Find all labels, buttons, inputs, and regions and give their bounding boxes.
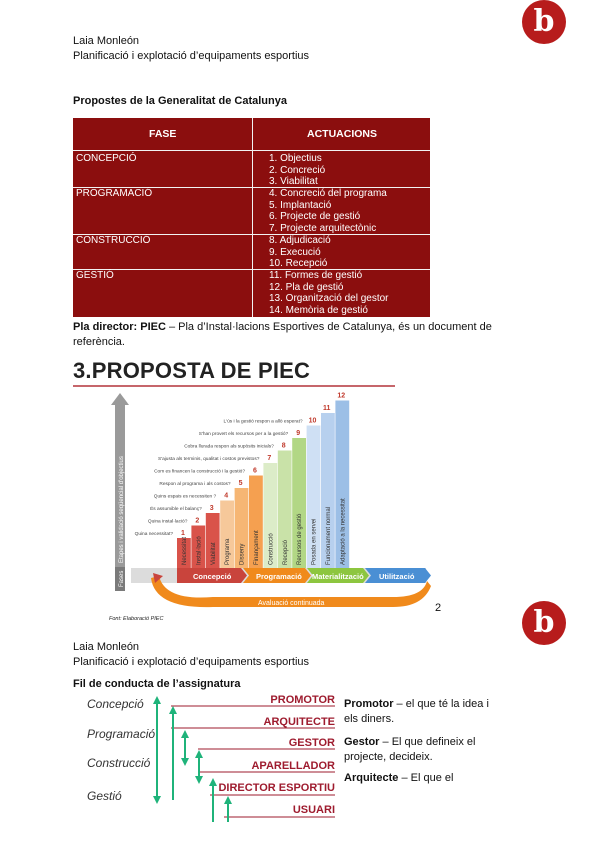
table-row-fase: CONSTRUCCIÓ (76, 235, 151, 246)
role-gestor: GESTOR (288, 737, 335, 749)
stair-step-number: 8 (281, 442, 286, 450)
stair-step-label: Instal·lació (196, 536, 203, 565)
role-arquitecte: ARQUITECTE (263, 716, 335, 728)
table-row-item: 11. Formes de gestió (269, 270, 363, 281)
stair-question: És assumible el balanç? (150, 507, 202, 512)
stair-question: Cobra llurada respon als supòsits inicials? (184, 444, 274, 450)
phase-construccio-label: Construcció (87, 756, 151, 770)
definition-term: Gestor (344, 736, 380, 748)
stair-step-number: 12 (337, 392, 346, 400)
figure-fases-label: Fases (119, 570, 125, 587)
phase-concepcio-label: Concepció (87, 697, 144, 711)
phase-label-materialitzacio: Materialització (312, 572, 364, 581)
stair-step-label: Disseny (239, 543, 246, 565)
plan-director-text: – Pla d’Instal·lacions Esportives de Catalunya, és un document de referència. (73, 321, 492, 348)
stair-step-label: Finançament (254, 530, 260, 565)
stair-step-label: Recepció (282, 539, 289, 565)
stair-step-number: 9 (296, 430, 301, 437)
stair-question: S'ajusta als terminis, qualitat i costos previstos? (157, 457, 260, 462)
role-promotor: PROMOTOR (270, 694, 335, 706)
stair-step-label: Necessitat (182, 536, 188, 565)
stair-step-number: 11 (323, 405, 331, 412)
section-title-page2: Fil de conducta de l’assignatura (73, 678, 241, 690)
course-name: Planificació i explotació d’equipaments esportius (73, 50, 310, 62)
table-row-fase: CONCEPCIÓ (76, 153, 137, 164)
piec-figure (73, 383, 433, 623)
table-row-item: 7. Projecte arquitectònic (269, 222, 377, 234)
stair-question: Com es financen la construcció i la gestió? (154, 469, 245, 475)
stair-step-number: 1 (181, 530, 185, 537)
table-row-item: 2. Concreció (269, 164, 326, 176)
stair-step-number: 3 (209, 505, 214, 512)
table-row-item: 1. Objectius (269, 153, 322, 164)
definition-term: Arquitecte (344, 772, 399, 784)
role-aparellador: APARELLADOR (251, 760, 335, 772)
phase-label-programacio: Programació (256, 572, 302, 581)
stair-step-number: 6 (253, 467, 257, 475)
table-row-item: 6. Projecte de gestió (269, 211, 361, 222)
figure-source: Font: Elaboració PIEC (109, 616, 164, 622)
table-header-actuacions: ACTUACIONS (307, 128, 377, 140)
table-row-item: 3. Viabilitat (269, 176, 318, 187)
stair-step-label: Recursos de gestió (297, 513, 304, 565)
stair-step-number: 10 (308, 417, 317, 425)
table-row-item: 4. Concreció del programa (269, 188, 387, 199)
phases-table (73, 118, 430, 317)
stair-question: Quina instal·lació? (147, 519, 188, 525)
table-row-item: 8. Adjudicació (269, 235, 331, 246)
author-name-page2: Laia Monleón (73, 641, 140, 653)
stair-step-number: 7 (267, 455, 272, 462)
definition-promotor (344, 697, 504, 727)
figure-axis-label: Etapes i validació seqüencial d'objectius (119, 456, 125, 563)
table-row-item: 14. Memòria de gestió (269, 304, 368, 316)
university-logo: b (522, 0, 566, 44)
stair-step-label: Programa (225, 538, 232, 565)
phase-label-utilitzacio: Utilització (379, 572, 415, 581)
stair-question: Quins espais es necessiten ? (153, 494, 217, 500)
stair-question: Respon al programa i als costos? (159, 482, 231, 487)
stair-question: S'han proveït els recursos per a la gestió? (198, 432, 289, 437)
definition-text: – El que el (398, 772, 454, 784)
stair-step-label: Viabilitat (210, 542, 217, 565)
table-header-fase: FASE (149, 128, 177, 140)
plan-director-label: Pla director: PIEC (73, 321, 166, 333)
phase-programacio-label: Programació (87, 727, 156, 741)
definition-text: – el que té la idea i els diners. (344, 698, 489, 725)
page-number: 2 (435, 602, 442, 614)
piec-figure-title: 3.PROPOSTA DE PIEC (73, 358, 311, 383)
definition-arquitecte (344, 771, 504, 786)
table-row-item: 5. Implantació (269, 199, 332, 211)
stair-step-label: Posada en servei (311, 518, 318, 565)
phase-gestio-label: Gestió (87, 789, 122, 803)
role-director-esportiu: DIRECTOR ESPORTIU (218, 782, 335, 794)
plan-director-paragraph (73, 320, 513, 350)
university-logo-page2: b (522, 601, 566, 645)
phase-label-concepcio: Concepció (193, 572, 232, 581)
definition-gestor (344, 735, 504, 765)
definition-text: – El que defineix el projecte, decideix. (344, 736, 476, 763)
stair-step-label: Funcionament normal (326, 506, 332, 565)
table-row-item: 10. Recepció (269, 258, 328, 269)
stair-step-number: 5 (238, 480, 243, 487)
table-row-item: 12. Pla de gestió (269, 281, 344, 293)
stair-step-label: Construcció (268, 533, 275, 565)
table-row-fase: GESTIÓ (76, 270, 114, 281)
table-row-item: 9. Execució (269, 246, 321, 258)
stair-question: Quina necessitat? (134, 532, 173, 537)
stair-step-label: Adaptació a la necessitat (340, 498, 347, 565)
table-row-item: 13. Organització del gestor (269, 293, 389, 304)
stair-question: L'ús i la gestió respon a allò esperat? (223, 419, 303, 425)
stair-step-number: 2 (195, 517, 200, 525)
author-name: Laia Monleón (73, 35, 140, 47)
evaluation-label: Avaluació continuada (258, 600, 325, 607)
role-usuari: USUARI (292, 804, 335, 816)
section-title: Propostes de la Generalitat de Catalunya (73, 95, 287, 107)
table-row-fase: PROGRAMACIÓ (76, 188, 153, 199)
definition-term: Promotor (344, 698, 394, 710)
stair-step-number: 4 (224, 492, 229, 500)
course-name-page2: Planificació i explotació d’equipaments esportius (73, 656, 310, 668)
